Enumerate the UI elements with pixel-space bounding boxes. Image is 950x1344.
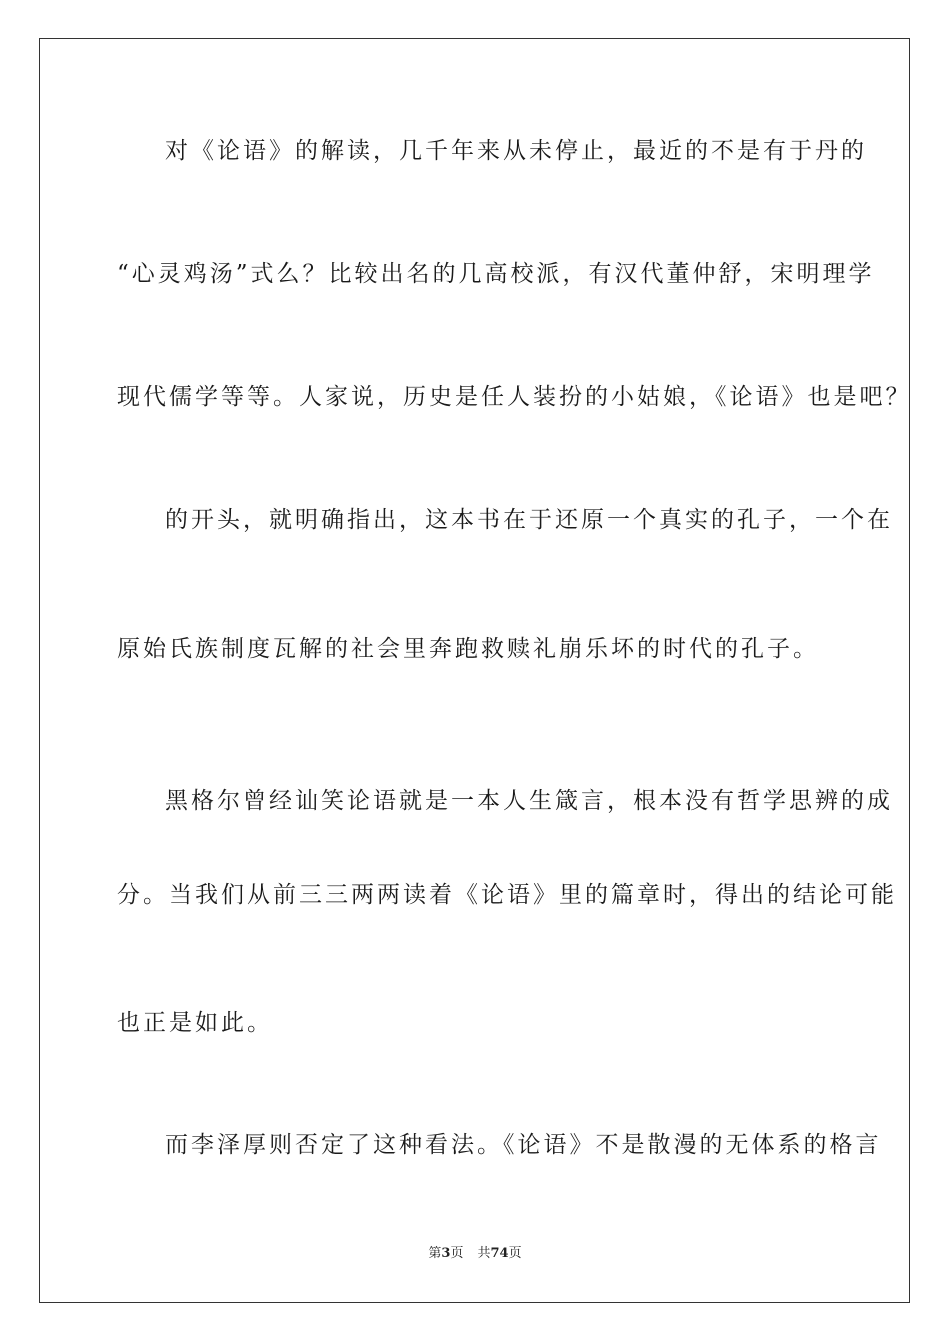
page-suffix: 页 bbox=[450, 1246, 464, 1261]
page-number: 3 bbox=[441, 1246, 451, 1261]
text-line-3: 现代儒学等等。人家说，历史是任人装扮的小姑娘，《论语》也是吧？ bbox=[117, 384, 912, 410]
text-line-5: 原始氏族制度瓦解的社会里奔跑救赎礼崩乐坏的时代的孔子。 bbox=[117, 636, 819, 662]
text-line-6: 黑格尔曾经讪笑论语就是一本人生箴言，根本没有哲学思辨的成 bbox=[165, 788, 893, 814]
page-prefix: 第 bbox=[428, 1246, 442, 1261]
text-line-8: 也正是如此。 bbox=[117, 1010, 273, 1036]
text-line-9: 而李泽厚则否定了这种看法。《论语》不是散漫的无体系的格言 bbox=[165, 1132, 882, 1158]
page-border bbox=[39, 38, 910, 1303]
total-pages: 74 bbox=[490, 1246, 509, 1261]
text-line-1: 对《论语》的解读，几千年来从未停止，最近的不是有于丹的 bbox=[165, 138, 867, 164]
total-prefix: 共 bbox=[477, 1246, 491, 1261]
text-line-7: 分。当我们从前三三两两读着《论语》里的篇章时，得出的结论可能 bbox=[117, 882, 897, 908]
text-line-4: 的开头，就明确指出，这本书在于还原一个真实的孔子，一个在 bbox=[165, 507, 893, 533]
text-line-2: “心灵鸡汤”式么？比较出名的几高校派，有汉代董仲舒，宋明理学 bbox=[117, 261, 875, 287]
total-suffix: 页 bbox=[508, 1246, 522, 1261]
page-footer bbox=[0, 1245, 950, 1263]
